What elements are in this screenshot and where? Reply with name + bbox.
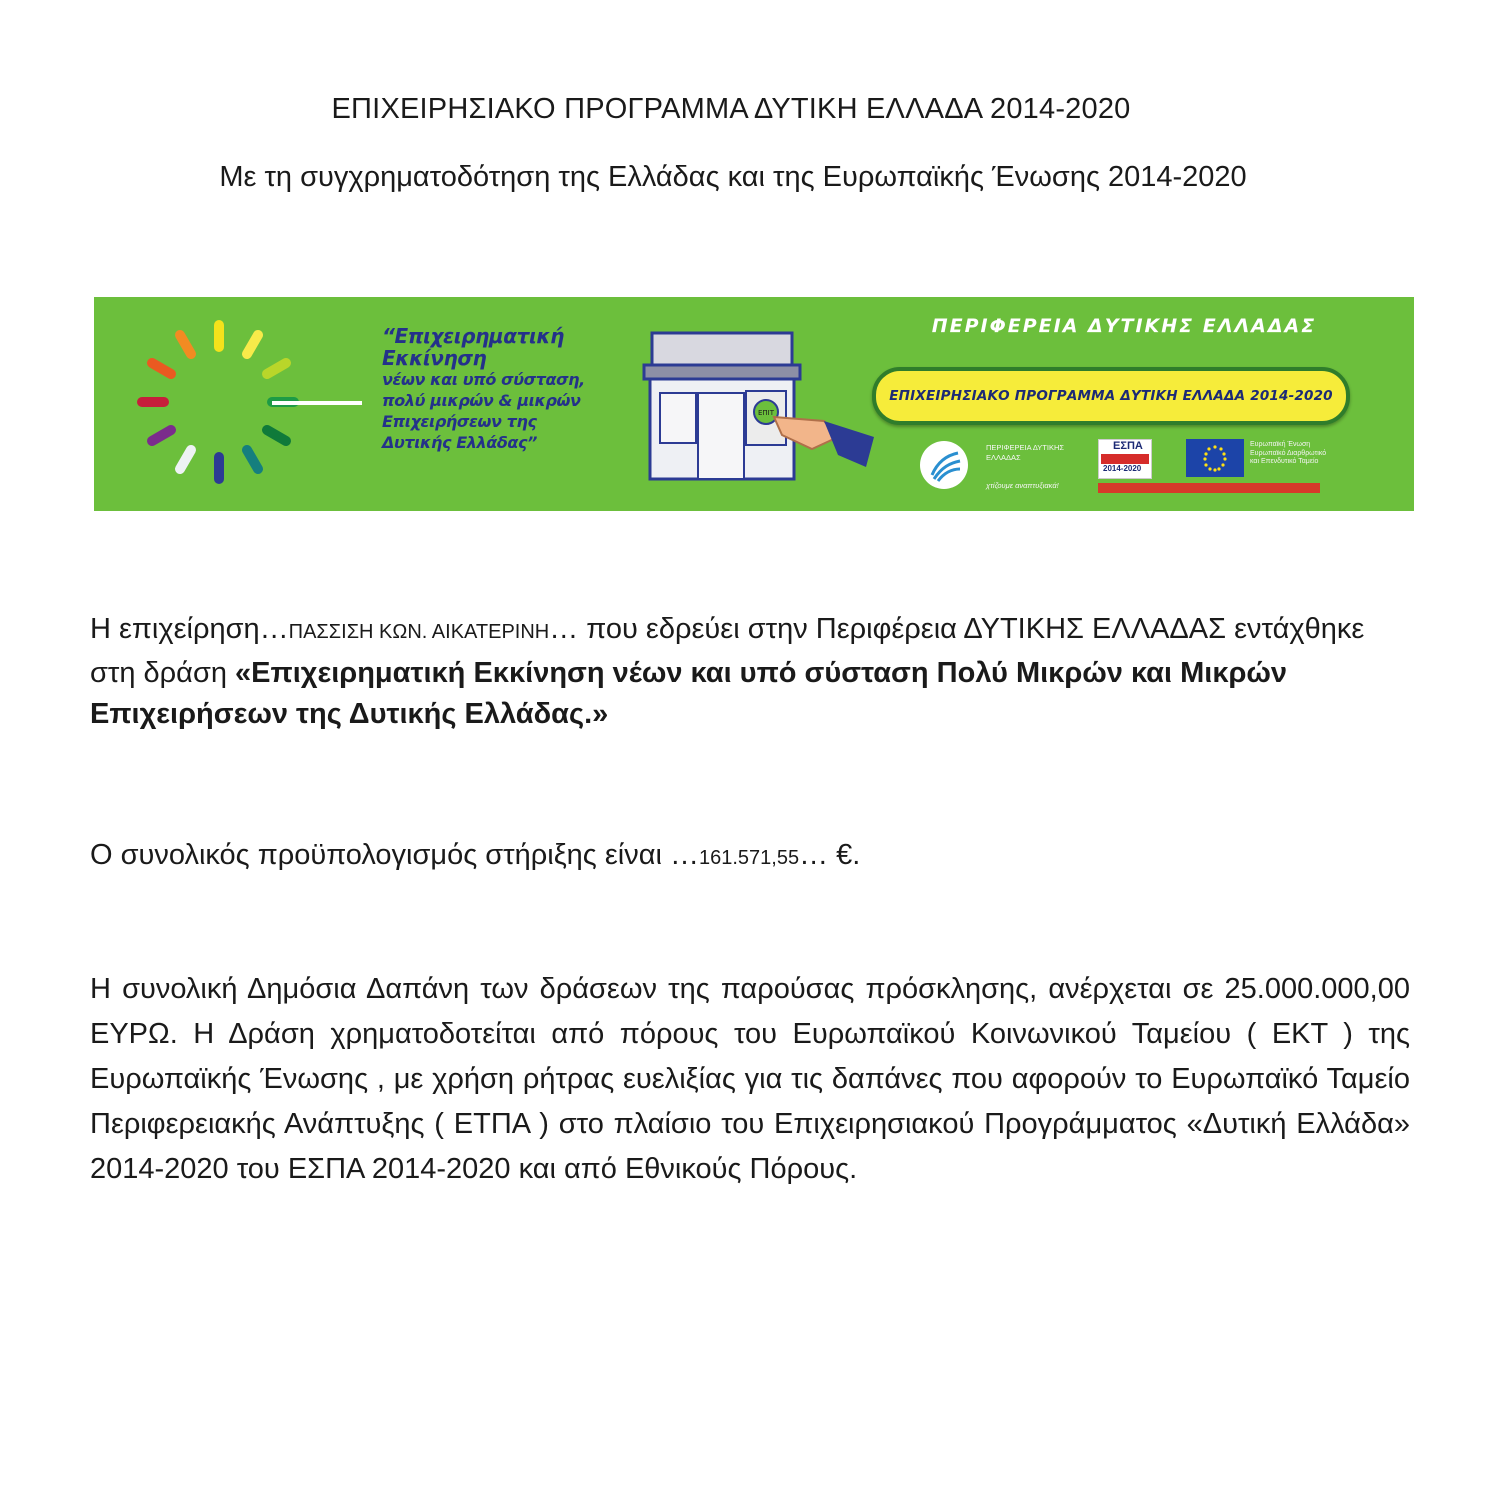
- business-paragraph: [90, 609, 1410, 735]
- budget-amount: 161.571,55: [698, 847, 800, 869]
- banner-quote: [382, 325, 632, 453]
- shop-illustration: [642, 325, 892, 495]
- espa-footer-strip: [1098, 483, 1320, 493]
- region-title: ΠΕΡΙΦΕΡΕΙΑ ΔΥΤΙΚΗΣ ΕΛΛΑΔΑΣ: [931, 315, 1317, 337]
- budget-paragraph: [90, 835, 1410, 879]
- company-name: ΠΑΣΣΙΣΗ ΚΩΝ. ΑΙΚΑΤΕΡΙΝΗ: [288, 621, 550, 643]
- region-logo-text: ΠΕΡΙΦΕΡΕΙΑ ΔΥΤΙΚΗΣ ΕΛΛΑΔΑΣ: [986, 443, 1065, 462]
- espa-years: 2014-2020: [1103, 464, 1142, 473]
- business-prefix: Η επιχείρηση…: [90, 613, 289, 645]
- quote-line: “Επιχειρηματική: [382, 324, 564, 348]
- espa-logo: [1098, 439, 1152, 479]
- quote-line: Επιχειρήσεων της: [382, 412, 537, 431]
- document-title: ΕΠΙΧΕΙΡΗΣΙΑΚΟ ΠΡΟΓΡΑΜΜΑ ΔΥΤΙΚΗ ΕΛΛΑΔΑ 2014-2020: [331, 93, 1131, 125]
- region-logo-icon: [920, 441, 968, 489]
- program-pill: ΕΠΙΧΕΙΡΗΣΙΑΚΟ ΠΡΟΓΡΑΜΜΑ ΔΥΤΙΚΗ ΕΛΛΑΔΑ 2014-2020: [872, 367, 1350, 425]
- eu-text: Ευρωπαϊκή Ένωση Ευρωπαϊκό Διαρθρωτικό και Επενδυτικό Ταμείο: [1250, 441, 1327, 465]
- region-logo-slogan: χτίζουμε αναπτυξιακά!: [986, 481, 1059, 490]
- eu-flag-icon: [1186, 439, 1244, 477]
- business-middle: … που εδρεύει στην Περιφέρεια ΔΥΤΙΚΗΣ ΕΛΛΑΔΑΣ εντάχθηκε στη δράση: [90, 613, 1365, 689]
- quote-line: Δυτικής Ελλάδας”: [382, 433, 537, 452]
- espa-eu-logos: [1098, 437, 1327, 499]
- espa-label: ΕΣΠΑ: [1113, 440, 1143, 452]
- program-banner: [94, 297, 1414, 511]
- document-subtitle: Με τη συγχρηματοδότηση της Ελλάδας και της Ευρωπαϊκής Ένωσης 2014-2020: [219, 161, 1247, 193]
- region-logo: [920, 437, 1070, 497]
- quote-line: πολύ μικρών & μικρών: [382, 391, 581, 410]
- action-name: «Επιχειρηματική Εκκίνηση νέων και υπό σύσταση Πολύ Μικρών και Μικρών Επιχειρήσεων της Δυτικής Ελλάδας.»: [90, 657, 1288, 730]
- quote-line: Εκκίνηση: [382, 346, 487, 370]
- shop-button-label: ΕΠΙΤ: [757, 409, 775, 417]
- budget-prefix: Ο συνολικός προϋπολογισμός στήριξης είναι …: [90, 839, 699, 871]
- banner-divider: [272, 401, 362, 405]
- budget-suffix: … €.: [799, 839, 861, 871]
- quote-line: νέων και υπό σύσταση,: [382, 370, 585, 389]
- funding-paragraph: Η συνολική Δημόσια Δαπάνη των δράσεων της παρούσας πρόσκλησης, ανέρχεται σε 25.000.000,00 ΕΥΡΩ. Η Δράση χρηματοδοτείται από πόρους του Ευρωπαϊκού Κοινωνικού Ταμείου ( ΕΚΤ ) της Ευρωπαϊκής Ένωσης , με χρήση ρήτρας ευελιξίας για τις δαπάνες που αφορούν το Ευρωπαϊκό Ταμείο Περιφερειακής Ανάπτυξης ( ΕΤΠΑ ) στο πλαίσιο του Επιχειρησιακού Προγράμματος «Δυτική Ελλάδα» 2014-2020 του ΕΣΠΑ 2014-2020 και από Εθνικούς Πόρους.: [90, 973, 1410, 1185]
